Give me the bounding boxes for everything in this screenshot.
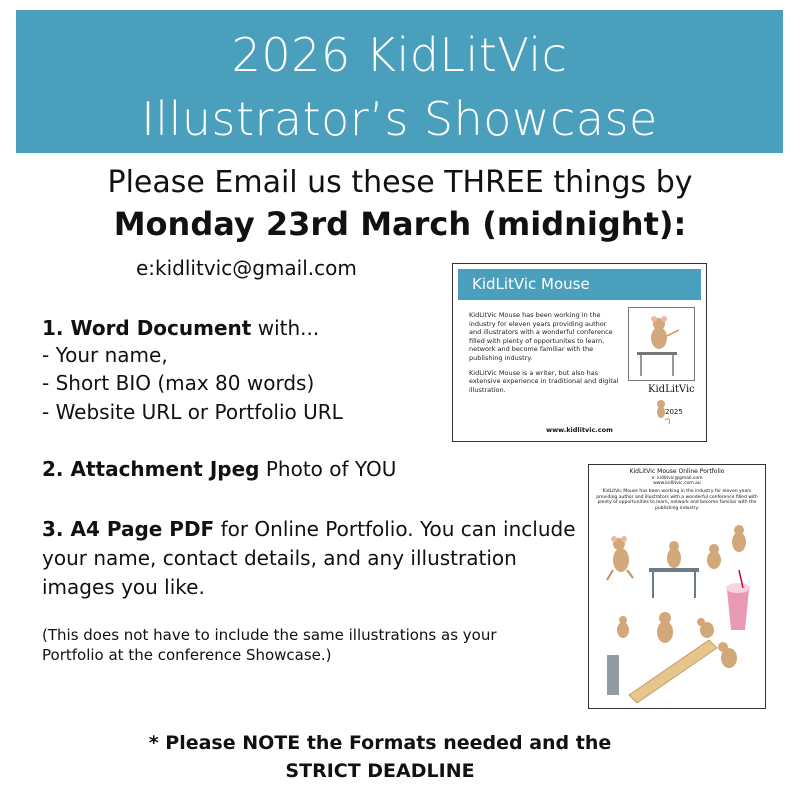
- email-address: e:kidlitvic@gmail.com: [136, 256, 357, 280]
- sample-portfolio-email: e: kidlitvic@gmail.com: [651, 476, 703, 481]
- item-a4-pdf-title: 3. A4 Page PDF: [42, 517, 215, 541]
- sample-bio-card-title: KidLitVic Mouse: [458, 269, 701, 300]
- list-item: - Website URL or Portfolio URL: [42, 400, 343, 424]
- sample-bio-url: www.kidlitvic.com: [546, 426, 613, 434]
- item-word-document-title: 1. Word Document: [42, 316, 252, 340]
- sample-portfolio-desc: KidLitVic Mouse has been working in the industry for eleven years providing author and illustrators with a wonderful conference filled with plenty of opportunities to learn, network and become familiar with the publishing industry.: [596, 489, 758, 511]
- list-item: - Your name,: [42, 343, 168, 367]
- intro-text: Please Email us these THREE things by: [107, 165, 693, 200]
- mouse-portrait-image: [628, 307, 695, 381]
- portfolio-illustrations-image: [589, 520, 765, 708]
- banner-title-line2: Illustrator’s Showcase: [141, 92, 658, 146]
- item-attachment-jpeg-rest: Photo of YOU: [259, 457, 397, 481]
- item-attachment-jpeg-title: 2. Attachment Jpeg: [42, 457, 260, 481]
- banner-title-line1: 2026 KidLitVic: [231, 28, 568, 82]
- item-a4-pdf: [42, 515, 582, 602]
- kidlitvic-logo-year: 2025: [665, 408, 683, 416]
- sample-bio-para1: KidLitVic Mouse has been working in the industry for eleven years providing author and illustrators with a wonderful conference filled with plenty of opportunites to learn, network and become familiar with the publishing industry.: [469, 311, 613, 362]
- item-word-document-rest: with...: [251, 316, 320, 340]
- sample-portfolio-title: KidLitVic Mouse Online Portfolio: [629, 468, 725, 475]
- sample-portfolio-card: [588, 464, 766, 709]
- footer-notice: [0, 729, 760, 785]
- item-word-document: [42, 316, 319, 340]
- note-text: (This does not have to include the same illustrations as your Portfolio at the conference Showcase.): [42, 626, 497, 664]
- deadline-text: Monday 23rd March (midnight):: [113, 205, 687, 243]
- item-a4-pdf-rest: for Online Portfolio. You can include your name, contact details, and any illustration images you like.: [42, 517, 576, 599]
- sample-bio-text: [469, 311, 619, 400]
- sample-bio-card: [452, 263, 707, 442]
- list-item: - Short BIO (max 80 words): [42, 371, 315, 395]
- item-attachment-jpeg: [42, 457, 396, 481]
- title-banner: [16, 10, 783, 153]
- kidlitvic-logo-text: KidLitVic: [648, 384, 695, 395]
- footer-line1: * Please NOTE the Formats needed and the: [148, 732, 612, 754]
- sample-bio-para2: KidLitVic Mouse is a writer, but also has extensive experience in traditional and digital illustration.: [469, 368, 619, 394]
- sample-portfolio-web: www.kidlitvic.com.au: [653, 481, 701, 486]
- footer-line2: STRICT DEADLINE: [285, 760, 475, 782]
